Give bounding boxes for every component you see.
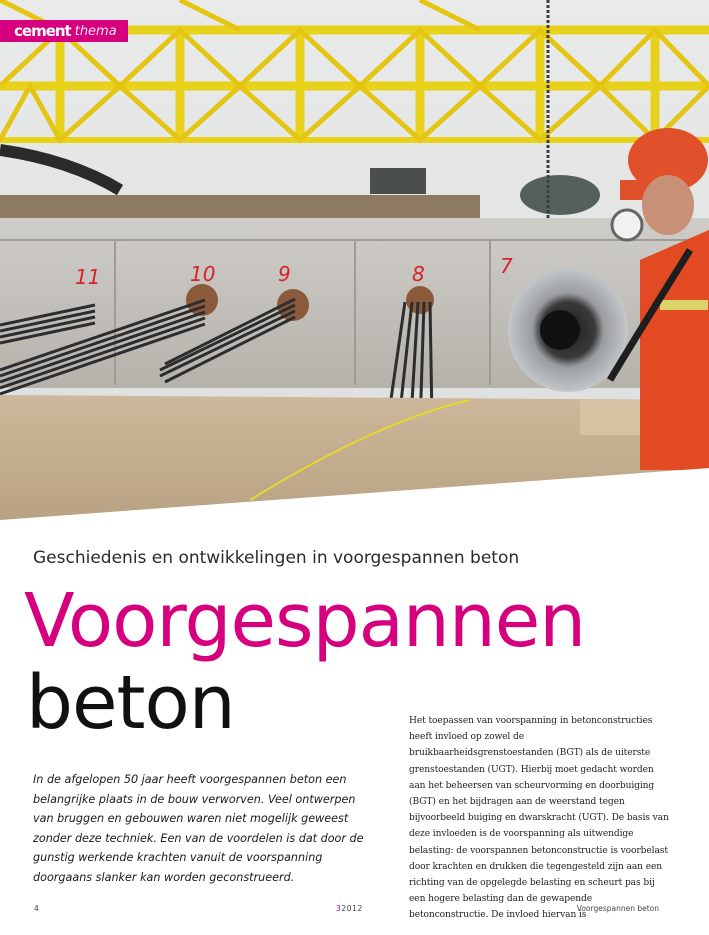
section-label: thema [74, 23, 117, 39]
page-number: 4 [34, 904, 39, 913]
article-kicker: Geschiedenis en ontwikkelingen in voorgespannen beton [33, 548, 520, 568]
running-title: Voorgespannen beton [576, 904, 659, 913]
anchor-label: 7 [500, 254, 513, 278]
article-intro: In de afgelopen 50 jaar heeft voorgespannen beton een belangrijke plaats in de bouw verworven. Veel ontwerpen van bruggen en gebouwen waren niet mogelijk geweest zonder deze techniek. Een van de voordelen is dat door de gunstig werkende krachten vanuit de voorspanning doorgaans slanker kan worden geconstrueerd. [33, 773, 364, 884]
magazine-logo: cement [14, 22, 71, 40]
anchor-label: 10 [190, 262, 216, 286]
anchor-label: 11 [75, 265, 101, 289]
issue-year: 2012 [341, 904, 363, 913]
article-title-line2: beton [26, 660, 235, 746]
anchor-label: 9 [278, 262, 291, 286]
issue-number: 3 [336, 904, 342, 913]
anchor-label: 8 [412, 262, 425, 286]
magazine-badge [0, 20, 128, 42]
issue-info [336, 904, 363, 913]
article-title-line1: Voorgespannen [24, 578, 586, 664]
article-body: Het toepassen van voorspanning in betonconstructies heeft invloed op zowel de bruikbaarheidsgrenstoestanden (BGT) als de uiterste grenstoestanden (UGT). Hierbij moet gedacht worden aan het beheersen van scheurvorming en doorbuiging (BGT) en het bijdragen aan de weerstand tegen bijvoorbeeld buiging en dwarskracht (UGT). De basis van deze invloeden is de voorspanning als uitwendige belasting: de voorspannen betonconstructie is voorbelast door krachten en drukken die tegengesteld zijn aan een richting van de opgelegde belasting en scheurt pas bij een hogere belasting dan de gewapende betonconstructie. De invloed hiervan is [409, 716, 669, 921]
